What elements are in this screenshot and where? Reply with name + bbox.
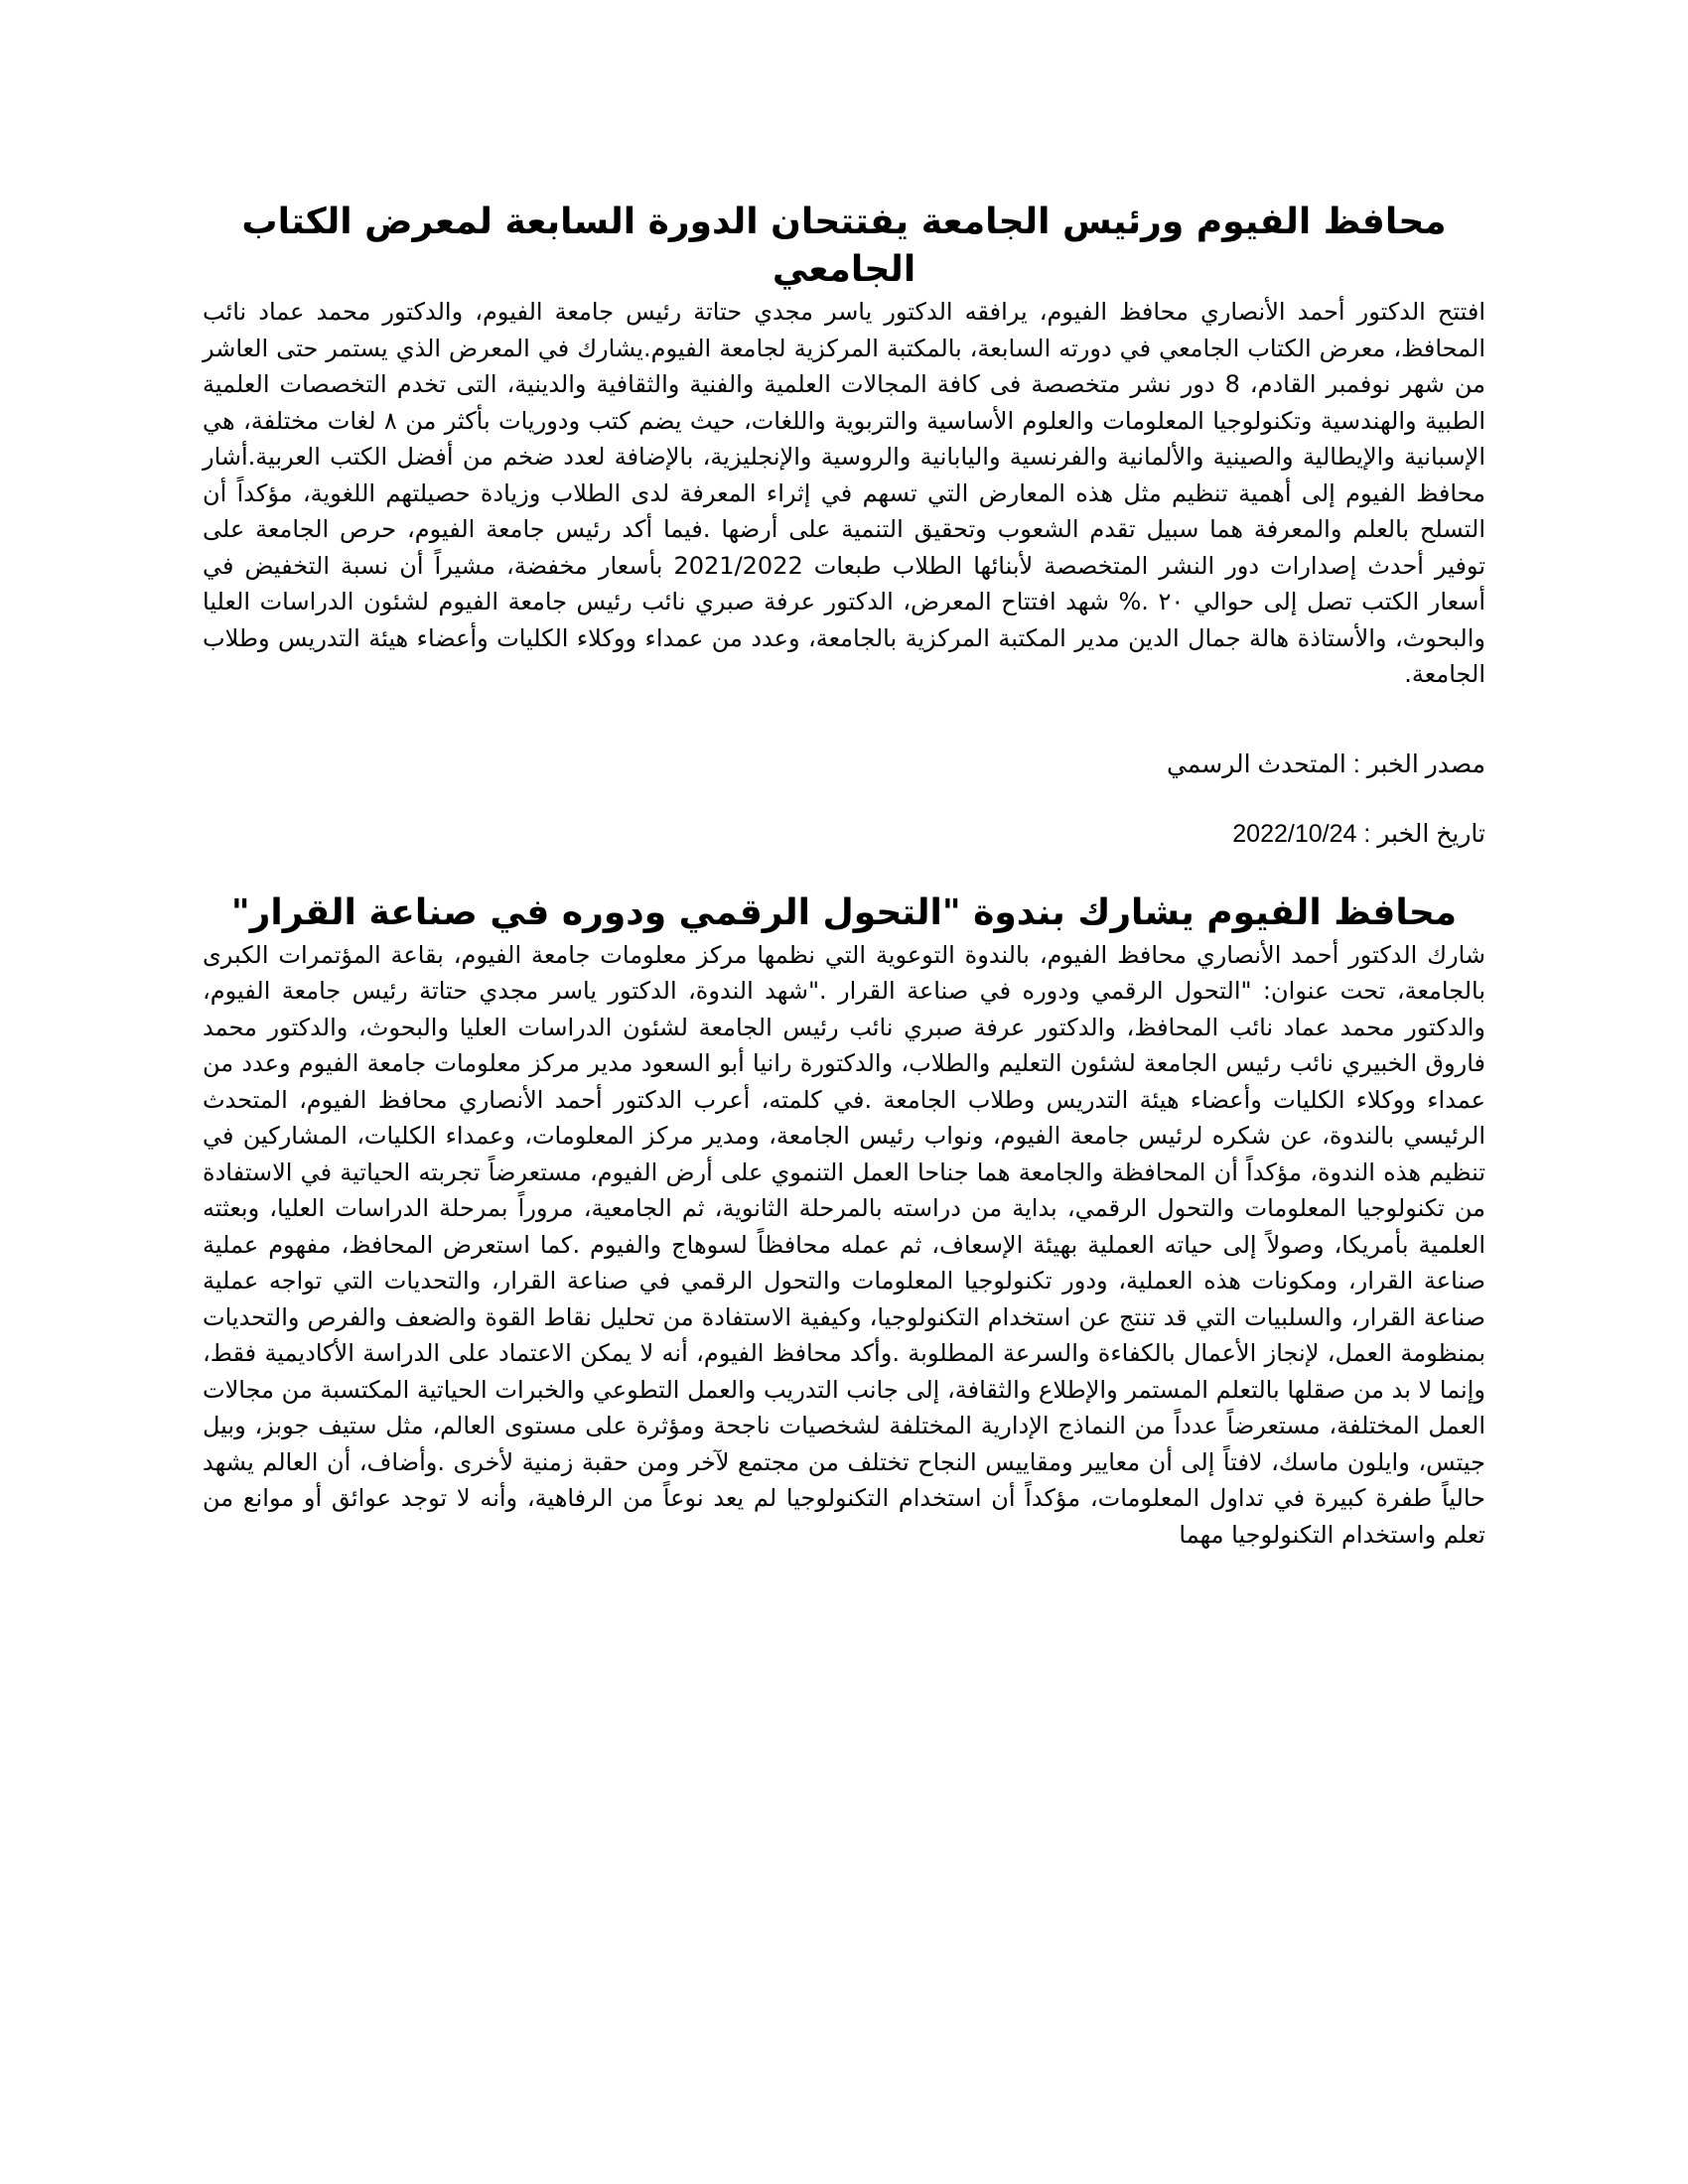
news-date-label: تاريخ الخبر [1377, 819, 1485, 848]
news-date-value: 2022/10/24 [1232, 819, 1357, 848]
news-source-separator: : [1352, 750, 1360, 778]
news-date-separator: : [1363, 819, 1371, 848]
news-source-line [203, 749, 1485, 780]
article-1-body: افتتح الدكتور أحمد الأنصاري محافظ الفيوم، يرافقه الدكتور ياسر مجدي حتاتة رئيس جامعة الفيوم، والدكتور محمد عماد نائب المحافظ، معرض الكتاب الجامعي في دورته السابعة، بالمكتبة المركزية لجامعة الفيوم.يشارك في المعرض الذي يستمر حتى العاشر من شهر نوفمبر القادم، 8 دور نشر متخصصة فى كافة المجالات العلمية والفنية والثقافية والدينية، التى تخدم التخصصات العلمية الطبية والهندسية وتكنولوجيا المعلومات والعلوم الأساسية والتربوية واللغات، حيث يضم كتب ودوريات بأكثر من ٨ لغات مختلفة، هي الإسبانية والإيطالية والصينية والألمانية والفرنسية واليابانية والروسية والإنجليزية، بالإضافة لعدد ضخم من أفضل الكتب العربية.أشار محافظ الفيوم إلى أهمية تنظيم مثل هذه المعارض التي تسهم في إثراء المعرفة لدى الطلاب وزيادة حصيلتهم اللغوية، مؤكداً أن التسلح بالعلم والمعرفة هما سبيل تقدم الشعوب وتحقيق التنمية على أرضها .فيما أكد رئيس جامعة الفيوم، حرص الجامعة على توفير أحدث إصدارات دور النشر المتخصصة لأبنائها الطلاب طبعات 2021/2022 بأسعار مخفضة، مشيراً أن نسبة التخفيض في أسعار الكتب تصل إلى حوالي ٢٠ .% شهد افتتاح المعرض، الدكتور عرفة صبري نائب رئيس جامعة الفيوم لشئون الدراسات العليا والبحوث، والأستاذة هالة جمال الدين مدير المكتبة المركزية بالجامعة، وعدد من عمداء ووكلاء الكليات وأعضاء هيئة التدريس وطلاب الجامعة. [203, 298, 1485, 688]
article-1-title: محافظ الفيوم ورئيس الجامعة يفتتحان الدورة السابعة لمعرض الكتاب الجامعي [241, 202, 1447, 290]
news-source-value: المتحدث الرسمي [1166, 750, 1346, 778]
article-2-body: شارك الدكتور أحمد الأنصاري محافظ الفيوم، بالندوة التوعوية التي نظمها مركز معلومات جامعة الفيوم، بقاعة المؤتمرات الكبرى بالجامعة، تحت عنوان: "التحول الرقمي ودوره في صناعة القرار ."شهد الندوة، الدكتور ياسر مجدي حتاتة رئيس جامعة الفيوم، والدكتور محمد عماد نائب المحافظ، والدكتور عرفة صبري نائب رئيس الجامعة لشئون الدراسات العليا والبحوث، والدكتور محمد فاروق الخبيري نائب رئيس الجامعة لشئون التعليم والطلاب، والدكتورة رانيا أبو السعود مدير مركز معلومات جامعة الفيوم وعدد من عمداء ووكلاء الكليات وأعضاء هيئة التدريس وطلاب الجامعة .في كلمته، أعرب الدكتور أحمد الأنصاري محافظ الفيوم، المتحدث الرئيسي بالندوة، عن شكره لرئيس جامعة الفيوم، ونواب رئيس الجامعة، ومدير مركز المعلومات، وعمداء الكليات، المشاركين في تنظيم هذه الندوة، مؤكداً أن المحافظة والجامعة هما جناحا العمل التنموي على أرض الفيوم، مستعرضاً تجربته الحياتية في الاستفادة من تكنولوجيا المعلومات والتحول الرقمي، بداية من دراسته بالمرحلة الثانوية، ثم الجامعية، مروراً بمرحلة الدراسات العليا، وبعثته العلمية بأمريكا، وصولاً إلى حياته العملية بهيئة الإسعاف، ثم عمله محافظاً لسوهاج والفيوم .كما استعرض المحافظ، مفهوم عملية صناعة القرار، ومكونات هذه العملية، ودور تكنولوجيا المعلومات والتحول الرقمي في صناعة القرار، والتحديات التي تواجه عملية صناعة القرار، والسلبيات التي قد تنتج عن استخدام التكنولوجيا، وكيفية الاستفادة من تحليل نقاط القوة والضعف والفرص والتحديات بمنظومة العمل، لإنجاز الأعمال بالكفاءة والسرعة المطلوبة .وأكد محافظ الفيوم، أنه لا يمكن الاعتماد على الدراسة الأكاديمية فقط، وإنما لا بد من صقلها بالتعلم المستمر والإطلاع والثقافة، إلى جانب التدريب والعمل التطوعي والخبرات الحياتية المكتسبة من مجالات العمل المختلفة، مستعرضاً عدداً من النماذج الإدارية المختلفة لشخصيات ناجحة ومؤثرة على مستوى العالم، مثل ستيف جوبز، وبيل جيتس، وايلون ماسك، لافتاً إلى أن معايير ومقاييس النجاح تختلف من مجتمع لآخر ومن حقبة زمنية لأخرى .وأضاف، أن العالم يشهد حالياً طفرة كبيرة في تداول المعلومات، مؤكداً أن استخدام التكنولوجيا لم يعد نوعاً من الرفاهية، وأنه لا توجد عوائق أو موانع من تعلم واستخدام التكنولوجيا مهما [203, 940, 1485, 1549]
document-page [203, 199, 1485, 1553]
news-date-line [203, 818, 1485, 850]
article-2 [203, 889, 1485, 1554]
article-2-title: محافظ الفيوم يشارك بندوة "التحول الرقمي ودوره في صناعة القرار" [230, 891, 1458, 933]
news-source-label: مصدر الخبر [1366, 750, 1485, 778]
